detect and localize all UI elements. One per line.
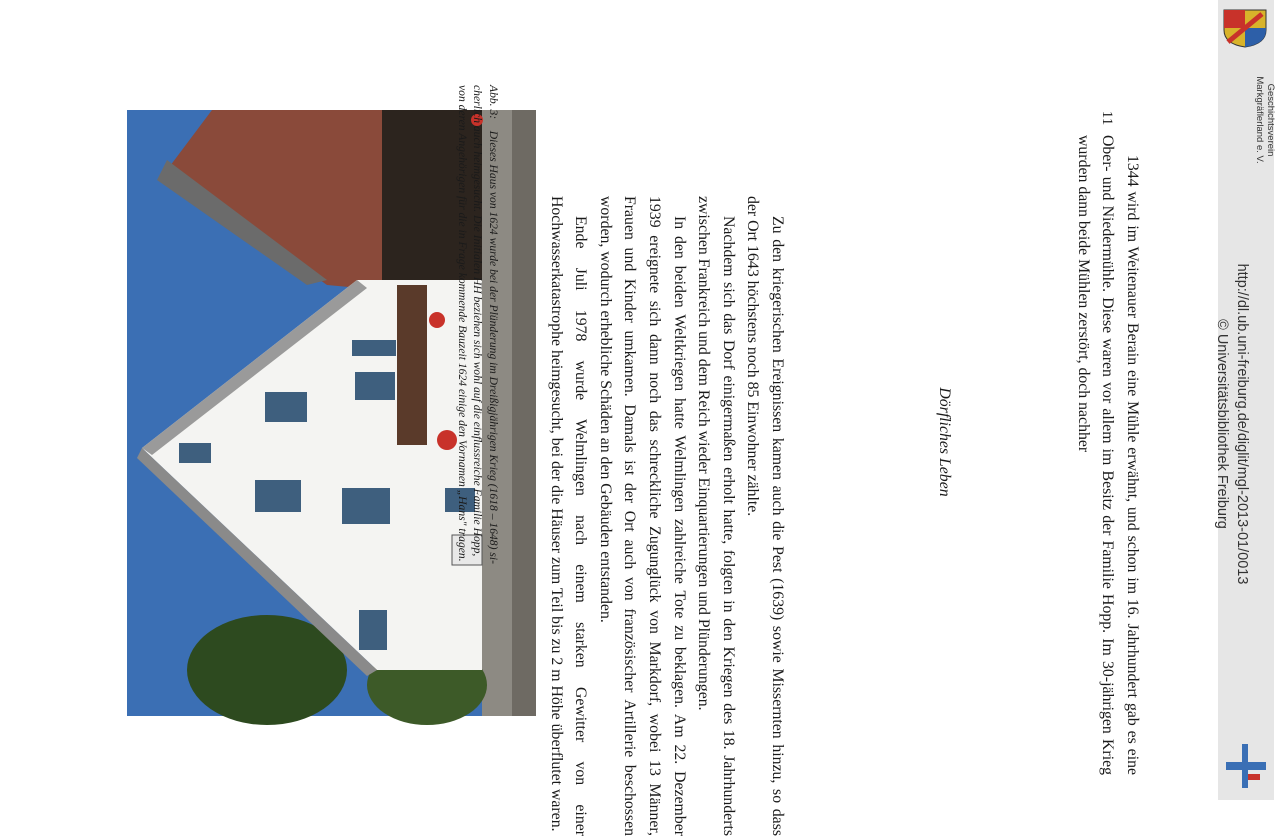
caption-line-2: cherlich auch heimgesucht. Die Initialen HH beziehen sich wohl auf die einflussreiche Familie Hopp, [471,85,485,557]
paragraph: Nachdem sich das Dorf einigermaßen erholt hatte, folgten in den Kriegen des 18. Jahrhunderts zwischen Frankreich und dem Reich wieder Einquartierungen und Plünderungen. [695,196,737,836]
ub-freiburg-logo-icon [1226,744,1268,788]
body-text-continued [1064,135,1144,775]
coat-of-arms-icon [1222,8,1268,48]
caption-line-1: Abb. 3: Dieses Haus von 1624 wurde bei der Plünderung im Dreißigjährigen Krieg (1618 – 1648) si- [487,85,500,564]
paragraph: In den beiden Weltkriegen hatte Welmlingen zahlreiche Tote zu beklagen. Am 22. Dezember 1939 ereignete sich dann noch das schreckliche Zugunglück von Markdorf, wobei 13 Männer, Frauen und Kinder umkamen. Damals ist der Ort auch von französischer Artillerie beschossen worden, wodurch erhebliche Schäden an den Gebäuden entstanden. [596,196,688,836]
society-line-1: Geschichtsverein [1265,83,1276,157]
paragraph: Zu den kriegerischen Ereignissen kamen auch die Pest (1639) sowie Missernten hinzu, so dass der Ort 1643 höchstens noch 85 Einwohner zählte. [744,196,786,836]
page-number: 11 [1099,110,1115,126]
society-line-2: Markgräflerland e. V. [1254,76,1265,164]
copyright-notice: © Universitätsbibliothek Freiburg [1214,319,1230,529]
sidebar-citation [1208,144,1252,704]
body-text [489,196,789,836]
caption-line-3: von deren Angehörigen für die in Frage kommende Bauzeit 1624 einige den Vornamen „Hans" tragen. [456,85,469,562]
section-heading: Dörfliches Leben [936,387,953,497]
citation-url[interactable]: http://dl.ub.uni-freiburg.de/diglit/mgl-2013-01/0013 [1234,263,1250,585]
paragraph: Ende Juli 1978 wurde Welmlingen nach einem starken Gewitter von einer Hochwasserkatastrophe heimgesucht, bei der die Häuser zum Teil bis zu 2 m Höhe überflutet waren. [547,196,590,836]
paragraph: 1344 wird im Weitenauer Berain eine Mühle erwähnt, und schon im 16. Jahrhundert gab es eine Ober- und Niedermühle. Diese waren vor allem im Besitz der Familie Hopp. Im 30-jährigen Krieg wurden dann beide Mühlen zerstört, doch nachher [1074,135,1141,775]
society-name [1252,60,1276,180]
